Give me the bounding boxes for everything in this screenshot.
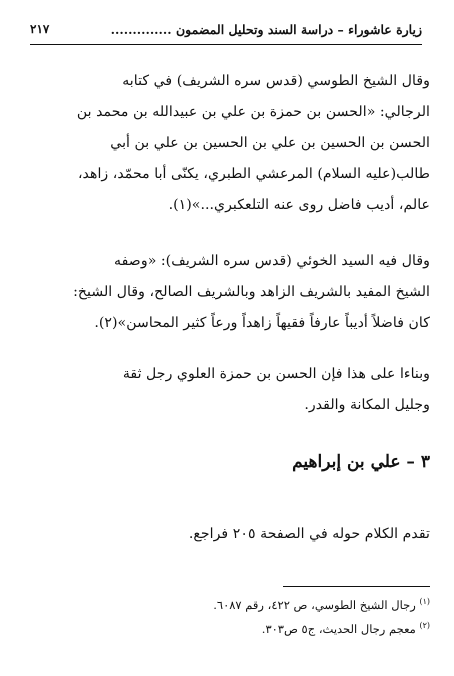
paragraph-khoei [26, 246, 430, 339]
text-line: وبناءا على هذا فإن الحسن بن حمزة العلوي رجل ثقة [122, 366, 430, 382]
page-number: ٢١٧ [30, 22, 50, 36]
text-line: الرجالي: «الحسن بن حمزة بن علي بن عبيدالله بن محمد بن [76, 104, 430, 120]
text-line: وجليل المكانة والقدر. [304, 397, 430, 413]
paragraph-conclusion [26, 359, 430, 421]
footnote-number: (١) [419, 597, 430, 606]
section-heading: ٣ – علي بن إبراهيم [292, 452, 430, 472]
footnote-2 [262, 621, 430, 636]
running-title [111, 22, 422, 37]
paragraph-reference [26, 519, 430, 550]
footnote-text: معجم رجال الحديث، ج٥ ص٣٠٣. [261, 621, 416, 636]
text-line: عالم، أديب فاضل روى عنه التلعكبري...»(١). [168, 197, 430, 213]
running-title-dots: .............. [110, 22, 172, 37]
text-line: وقال الشيخ الطوسي (قدس سره الشريف) في كتابه [122, 73, 430, 89]
footnote-text: رجال الشيخ الطوسي، ص ٤٢٢، رقم ٦٠٨٧. [213, 597, 416, 612]
running-header [30, 22, 422, 45]
text-line: الحسن بن الحسين بن علي بن الحسين بن علي بن أبي [110, 135, 430, 151]
footnote-1 [213, 597, 430, 612]
footnote-number: (٢) [419, 621, 430, 630]
text-line: كان فاضلاً أديباً عارفاً فقيهاً زاهداً ورعاً كثير المحاسن»(٢). [94, 315, 430, 331]
text-line: وقال فيه السيد الخوئي (قدس سره الشريف): «وصفه [114, 253, 430, 269]
text-line: تقدم الكلام حوله في الصفحة ٢٠٥ فراجع. [188, 526, 430, 542]
paragraph-tusi [26, 66, 430, 221]
text-line: الشيخ المفيد بالشريف الزاهد وبالشريف الصالح، وقال الشيخ: [73, 284, 430, 300]
text-line: طالب(عليه السلام) المرعشي الطبري، يكنّى أبا محمّد، زاهد، [77, 166, 430, 182]
footnote-separator [283, 586, 430, 587]
running-title-text: زيارة عاشوراء – دراسة السند وتحليل المضمون [175, 22, 422, 37]
